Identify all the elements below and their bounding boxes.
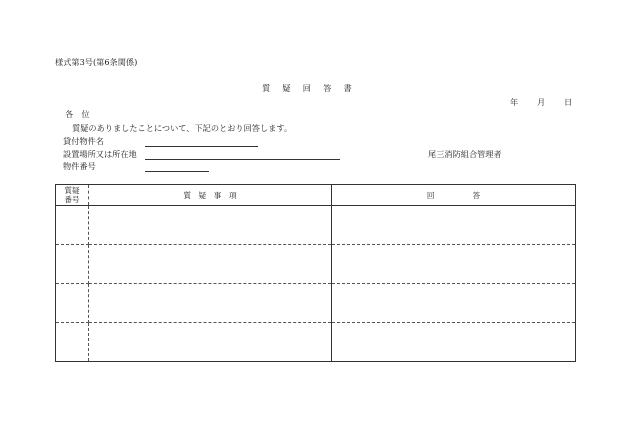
intro-text: 質疑のありましたことについて、下記のとおり回答します。 (72, 123, 293, 133)
location-line (145, 159, 340, 160)
date-month: 月 (537, 97, 546, 107)
cell-question[interactable] (89, 245, 332, 284)
table-row (56, 284, 576, 323)
cell-number[interactable] (56, 284, 89, 323)
qa-table (55, 184, 576, 362)
cell-number[interactable] (56, 206, 89, 245)
issuer: 尾三消防組合管理者 (428, 149, 502, 159)
property-number-line (145, 171, 209, 172)
table-row (56, 206, 576, 245)
cell-question[interactable] (89, 323, 332, 362)
cell-answer[interactable] (332, 323, 576, 362)
date-day: 日 (564, 97, 573, 107)
header-answer: 回 答 (332, 185, 576, 206)
cell-answer[interactable] (332, 206, 576, 245)
property-number-label: 物件番号 (63, 161, 96, 171)
cell-question[interactable] (89, 284, 332, 323)
cell-number[interactable] (56, 323, 89, 362)
table-row (56, 323, 576, 362)
table-row (56, 245, 576, 284)
addressee: 各 位 (65, 109, 90, 119)
table-header-row (56, 185, 576, 206)
cell-answer[interactable] (332, 245, 576, 284)
cell-question[interactable] (89, 206, 332, 245)
property-name-label: 貸付物件名 (63, 136, 104, 146)
cell-answer[interactable] (332, 284, 576, 323)
form-number: 様式第3号(第6条関係) (55, 57, 138, 67)
cell-number[interactable] (56, 245, 89, 284)
header-question: 質 疑 事 項 (89, 185, 332, 206)
date-year: 年 (510, 97, 519, 107)
header-number: 質疑番号 (56, 185, 89, 206)
property-name-line (145, 146, 258, 147)
document-title: 質 疑 回 答 書 (262, 83, 354, 93)
location-label: 設置場所又は所在地 (63, 149, 137, 159)
